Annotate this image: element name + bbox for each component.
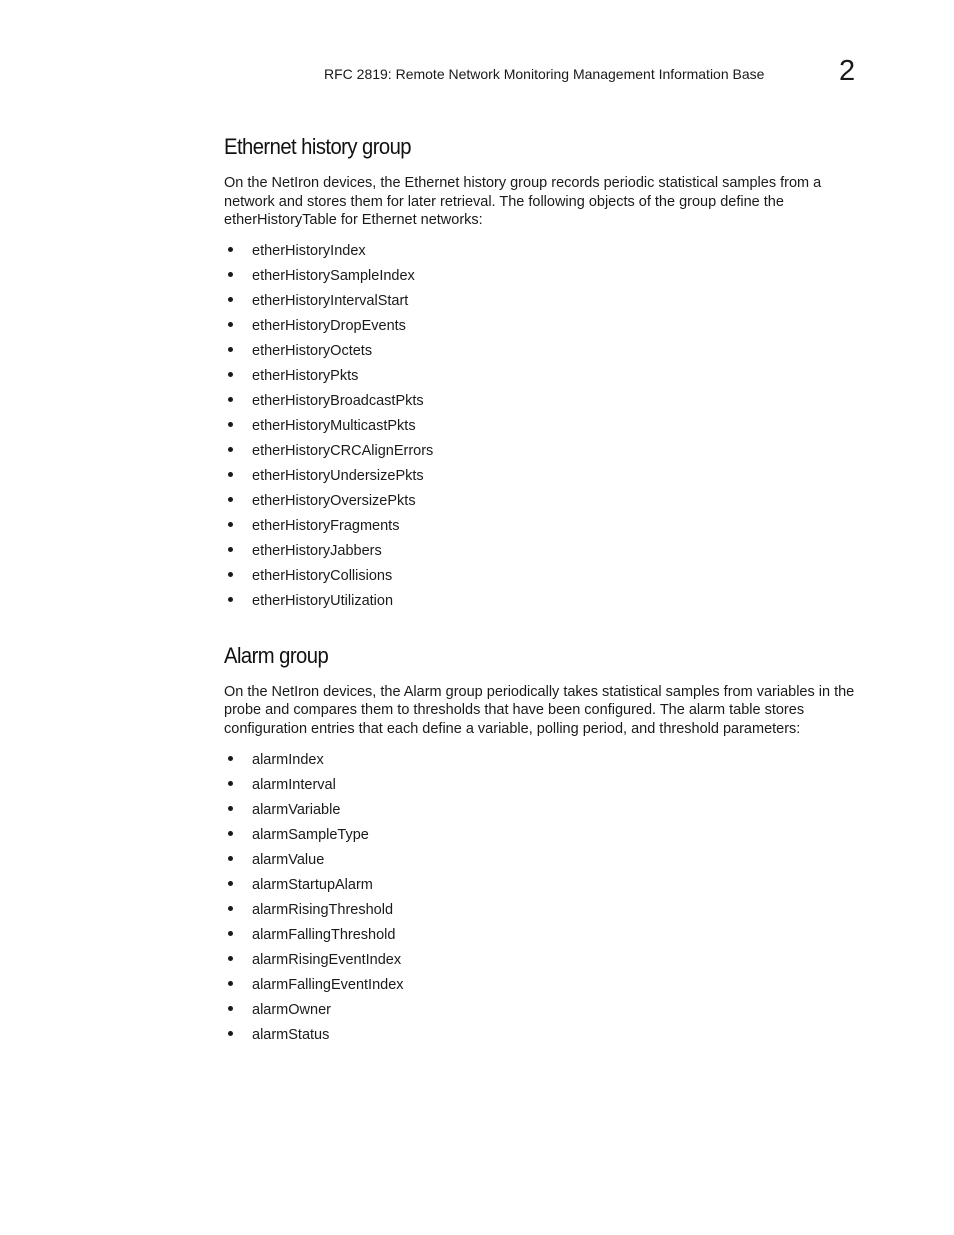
object-list: [224, 748, 870, 1048]
section-heading: Alarm group: [224, 642, 329, 668]
list-item: alarmSampleType: [224, 823, 870, 848]
running-header-title: RFC 2819: Remote Network Monitoring Management Information Base: [324, 66, 765, 82]
list-item: alarmOwner: [224, 998, 870, 1023]
list-item: etherHistoryCRCAlignErrors: [224, 439, 870, 464]
section-heading: Ethernet history group: [224, 134, 412, 159]
list-item: etherHistoryJabbers: [224, 539, 870, 564]
list-item: etherHistoryFragments: [224, 514, 870, 539]
list-item: alarmValue: [224, 848, 870, 873]
section-paragraph: On the NetIron devices, the Ethernet history group records periodic statistical samples from a network and stores them for later retrieval. The following objects of the group define the etherHistoryTable for Ethernet networks:: [224, 175, 822, 229]
list-item: etherHistoryUtilization: [224, 589, 870, 614]
section-alarm-group: [224, 641, 870, 1048]
list-item: etherHistoryBroadcastPkts: [224, 389, 870, 414]
chapter-number: 2: [839, 55, 856, 87]
list-item: alarmRisingThreshold: [224, 898, 870, 923]
list-item: alarmStartupAlarm: [224, 873, 870, 898]
list-item: alarmRisingEventIndex: [224, 948, 870, 973]
list-item: etherHistoryUndersizePkts: [224, 464, 870, 489]
list-item: alarmFallingThreshold: [224, 923, 870, 948]
list-item: etherHistoryMulticastPkts: [224, 414, 870, 439]
list-item: alarmVariable: [224, 798, 870, 823]
list-item: alarmInterval: [224, 773, 870, 798]
list-item: etherHistorySampleIndex: [224, 264, 870, 289]
list-item: etherHistoryOversizePkts: [224, 489, 870, 514]
list-item: etherHistoryDropEvents: [224, 314, 870, 339]
section-spacer: [224, 614, 870, 641]
object-list: [224, 239, 870, 614]
list-item: etherHistoryCollisions: [224, 564, 870, 589]
list-item: etherHistoryIntervalStart: [224, 289, 870, 314]
section-ethernet-history-group: [224, 132, 870, 614]
section-paragraph: On the NetIron devices, the Alarm group periodically takes statistical samples from variables in the probe and compares them to thresholds that have been configured. The alarm table stores configuration entries that each define a variable, polling period, and threshold parameters:: [224, 683, 855, 737]
page-content: [224, 132, 870, 1048]
list-item: alarmStatus: [224, 1023, 870, 1048]
list-item: etherHistoryIndex: [224, 239, 870, 264]
list-item: etherHistoryPkts: [224, 364, 870, 389]
list-item: alarmIndex: [224, 748, 870, 773]
list-item: etherHistoryOctets: [224, 339, 870, 364]
list-item: alarmFallingEventIndex: [224, 973, 870, 998]
